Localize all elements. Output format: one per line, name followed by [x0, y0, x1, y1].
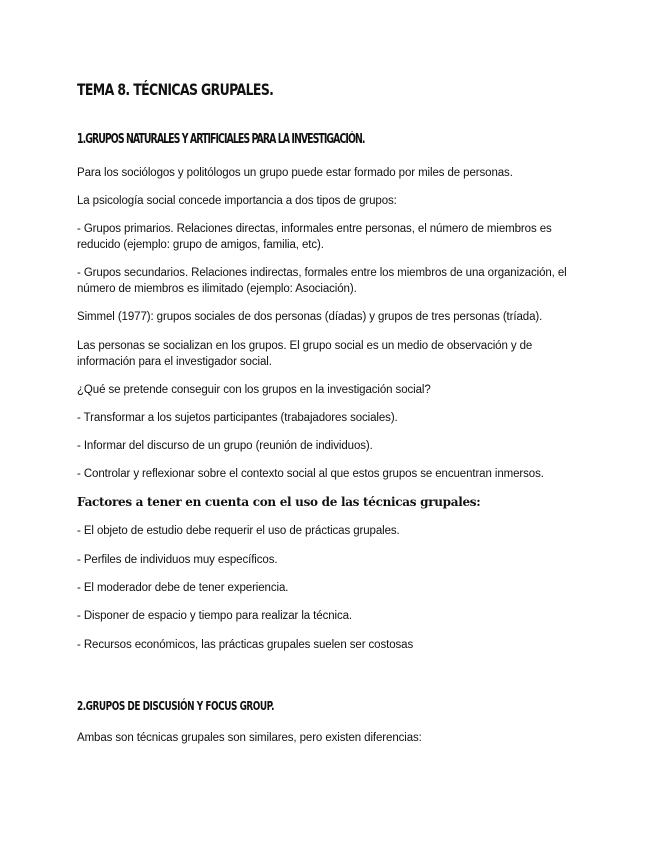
section-2-heading: 2.GRUPOS DE DISCUSIÓN Y FOCUS GROUP. [77, 699, 275, 713]
paragraph-differences: Ambas son técnicas grupales son similares, pero existen diferencias: [77, 732, 422, 744]
paragraph-question: ¿Qué se pretende conseguir con los grupos en la investigación social? [77, 384, 431, 396]
factors-subheading: Factores a tener en cuenta con el uso de las técnicas grupales: [77, 495, 481, 509]
paragraph-primary-groups: - Grupos primarios. Relaciones directas, informales entre personas, el número de miembros es reducido (ejemplo: grupo de amigos, familia, etc). [77, 223, 552, 251]
document-title: TEMA 8. TÉCNICAS GRUPALES. [77, 80, 274, 99]
factor-item: - El moderador debe de tener experiencia. [77, 582, 289, 594]
list-item-transform: - Transformar a los sujetos participantes (trabajadores sociales). [77, 412, 398, 424]
paragraph-group-types: La psicología social concede importancia a dos tipos de grupos: [77, 195, 397, 207]
factor-item: - Recursos económicos, las prácticas grupales suelen ser costosas [77, 639, 414, 651]
factor-item: - El objeto de estudio debe requerir el uso de prácticas grupales. [77, 525, 400, 537]
list-item-inform: - Informar del discurso de un grupo (reunión de individuos). [77, 440, 373, 452]
paragraph-simmel: Simmel (1977): grupos sociales de dos personas (díadas) y grupos de tres personas (tríada). [77, 311, 543, 323]
factor-item: - Disponer de espacio y tiempo para realizar la técnica. [77, 610, 353, 622]
section-1-heading: 1.GRUPOS NATURALES Y ARTIFICIALES PARA LA INVESTIGACIÓN. [77, 132, 365, 147]
paragraph-socialization: Las personas se socializan en los grupos. El grupo social es un medio de observación y de información para el investigador social. [77, 340, 533, 368]
list-item-control: - Controlar y reflexionar sobre el contexto social al que estos grupos se encuentran inmersos. [77, 468, 544, 480]
factor-item: - Perfiles de individuos muy específicos. [77, 554, 278, 566]
paragraph-sociologists: Para los sociólogos y politólogos un grupo puede estar formado por miles de personas. [77, 167, 513, 179]
paragraph-secondary-groups: - Grupos secundarios. Relaciones indirectas, formales entre los miembros de una organización, el número de miembros es ilimitado (ejemplo: Asociación). [77, 267, 567, 295]
